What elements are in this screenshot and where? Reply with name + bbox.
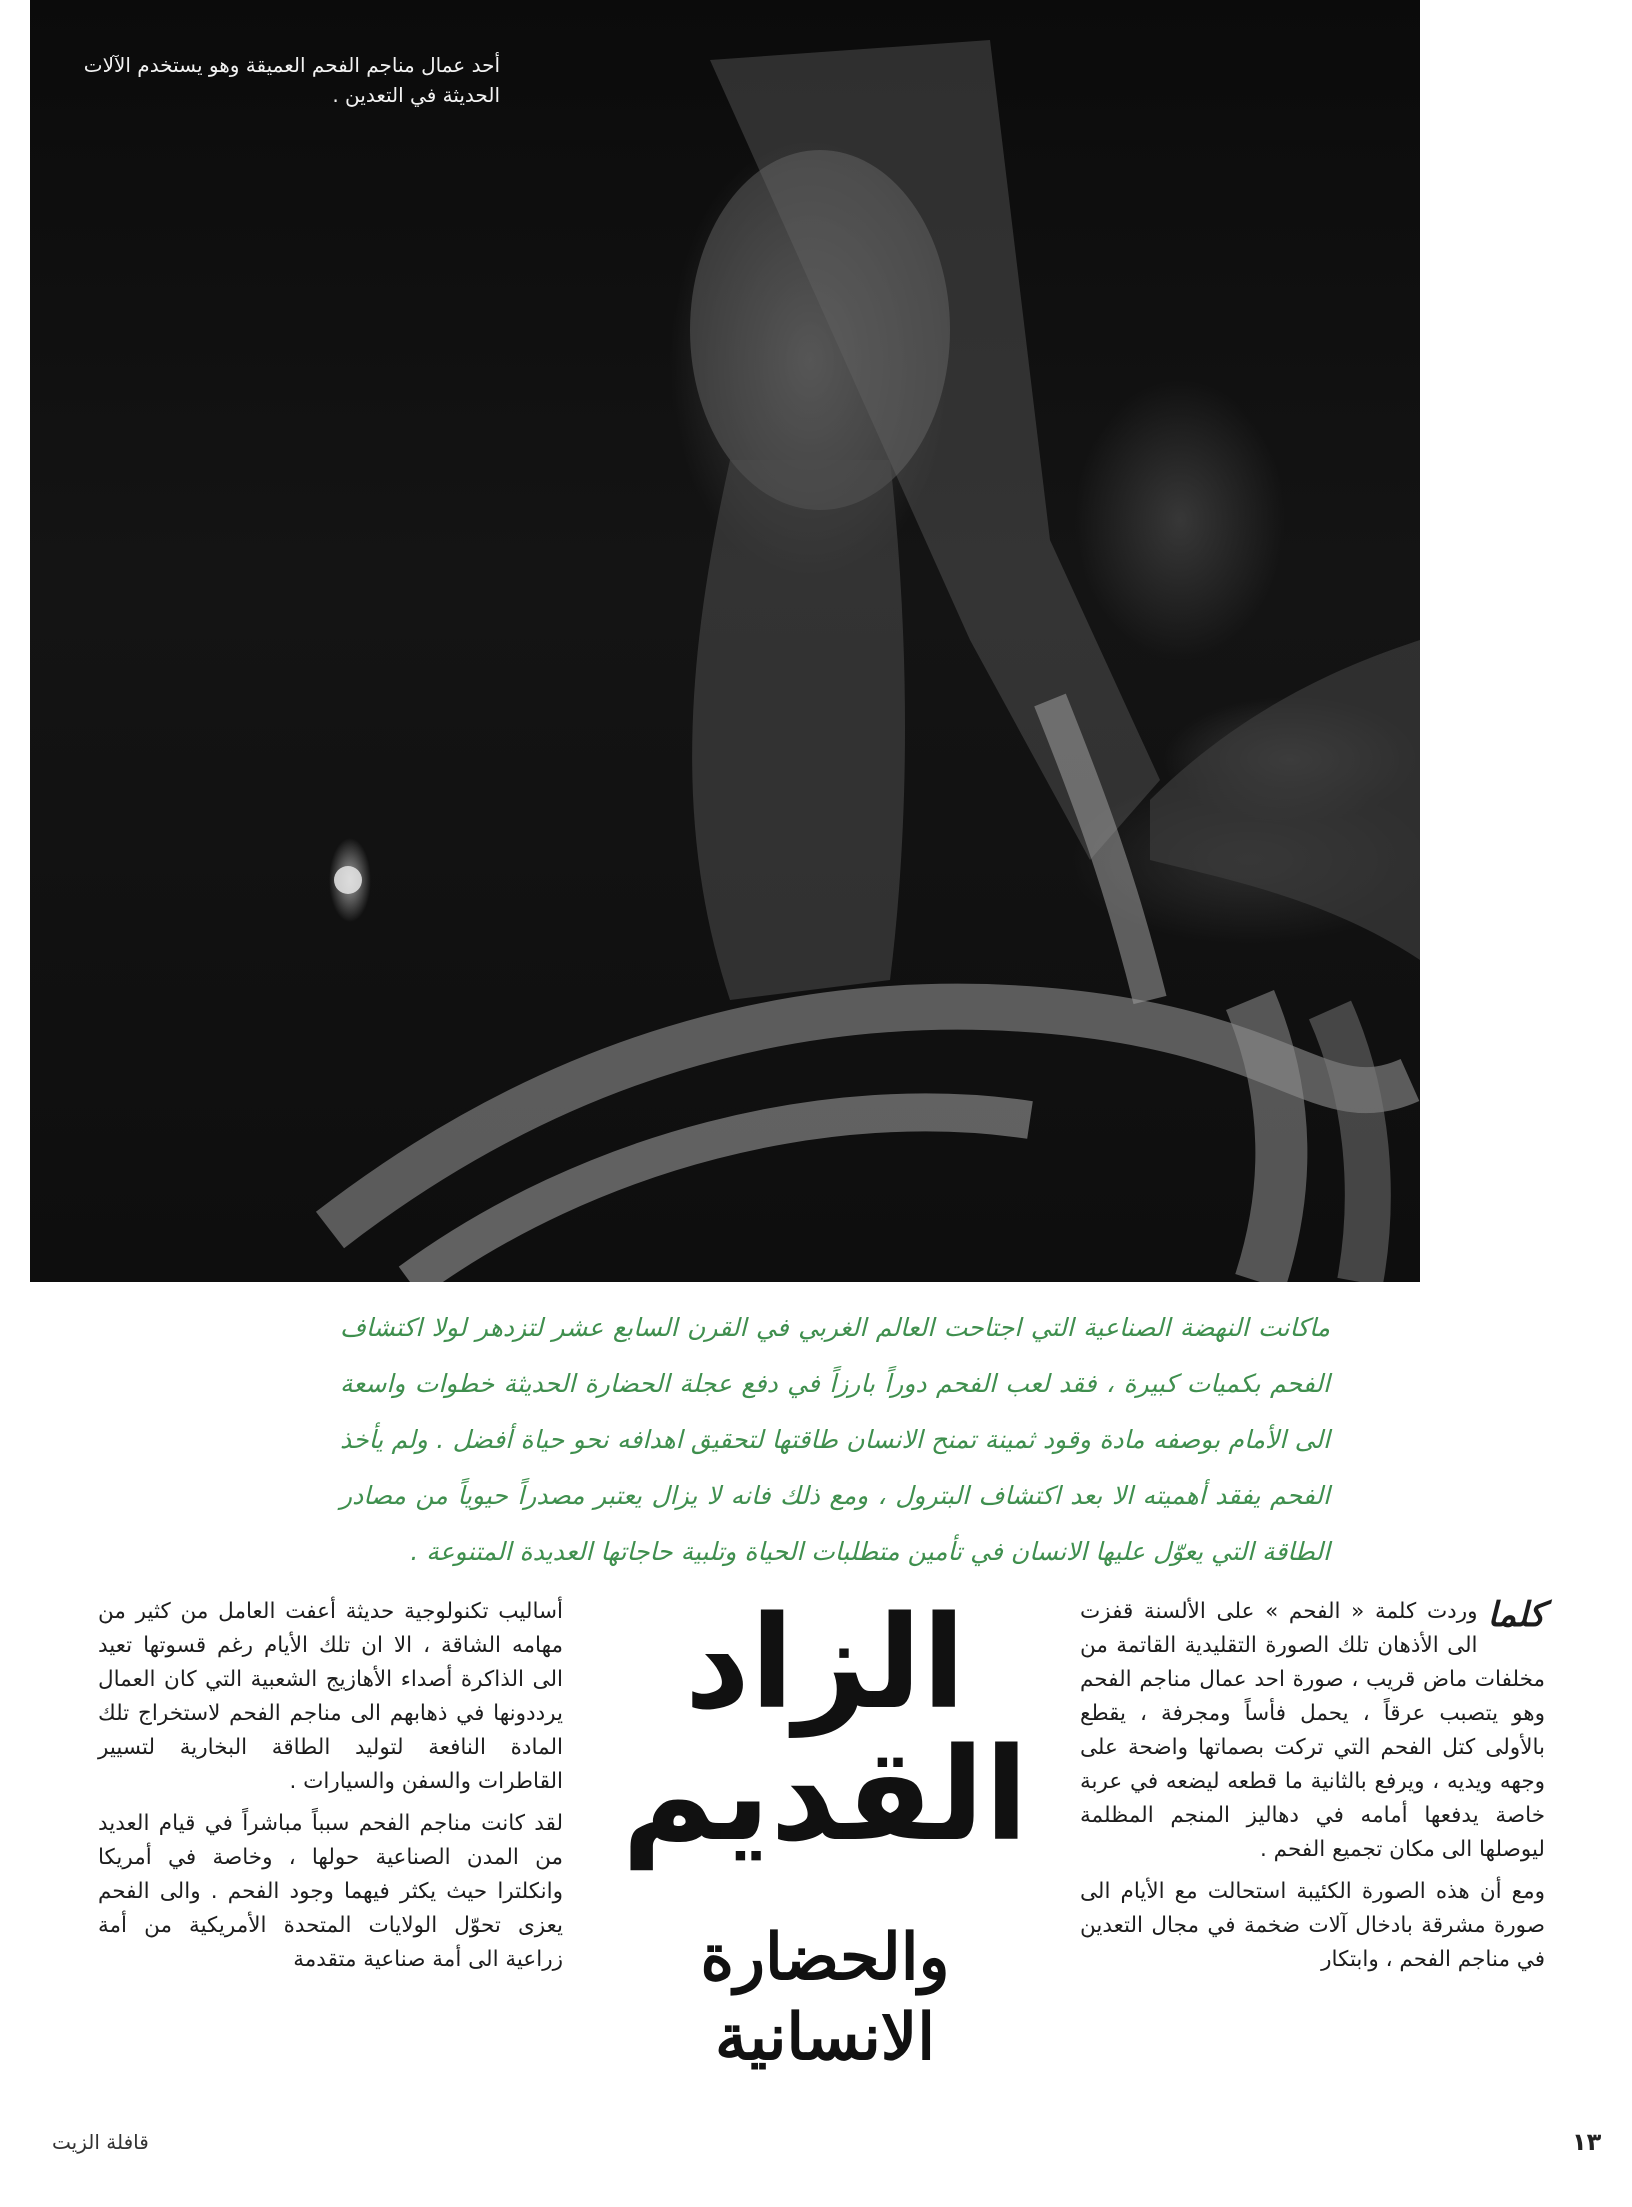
- magazine-name: قافلة الزيت: [52, 2130, 149, 2154]
- article-paragraph: لقد كانت مناجم الفحم سبباً مباشراً في قيام العديد من المدن الصناعية حولها ، وخاصة في أمريكا وانكلترا حيث يكثر فيهما وجود الفحم . والى الفحم يعزى تحوّل الولايات المتحدة الأمريكية من أمة زراعية الى أمة صناعية متقدمة: [98, 1811, 563, 1972]
- article-paragraph: أساليب تكنولوجية حديثة أعفت العامل من كثير من مهامه الشاقة ، الا ان تلك الأيام رغم قسوتها تعيد الى الذاكرة أصداء الأهازيج الشعبية التي كان العمال يرددونها في ذهابهم الى مناجم الفحم لاستخراج تلك المادة النافعة لتوليد الطاقة البخارية لتسيير القاطرات والسفن والسيارات .: [98, 1599, 563, 1794]
- drop-cap-word: كلما: [1487, 1595, 1545, 1635]
- coal-miner-photo: [30, 0, 1420, 1282]
- title-main: الزاد القديم: [621, 1589, 1029, 1870]
- article-column-right: [1080, 1595, 1545, 1985]
- photo-artwork: [30, 0, 1420, 1282]
- article-paragraph: ومع أن هذه الصورة الكئيبة استحالت مع الأيام الى صورة مشرقة بادخال آلات ضخمة في مجال التعدين في مناجم الفحم ، وابتكار: [1080, 1879, 1545, 1972]
- title-subtitle: والحضارة الانسانية: [700, 1920, 950, 2075]
- intro-paragraph: ماكانت النهضة الصناعية التي اجتاحت العالم الغربي في القرن السابع عشر لتزدهر لولا اكتشاف الفحم بكميات كبيرة ، فقد لعب الفحم دوراً بارزاً في دفع عجلة الحضارة الحديثة خطوات واسعة الى الأمام بوصفه مادة وقود ثمينة تمنح الانسان طاقتها لتحقيق اهدافه نحو حياة أفضل . ولم يأخذ الفحم يفقد أهميته الا بعد اكتشاف البترول ، ومع ذلك فانه لا يزال يعتبر مصدراً حيوياً من مصادر الطاقة التي يعوّل عليها الانسان في تأمين متطلبات الحياة وتلبية حاجاتها العديدة المتنوعة .: [340, 1313, 1330, 1566]
- page-number: ١٣: [1572, 2128, 1602, 2156]
- article-paragraph: وردت كلمة « الفحم » على الألسنة قفزت الى الأذهان تلك الصورة التقليدية القاتمة من مخلفات ماض قريب ، صورة احد عمال مناجم الفحم وهو يتصبب عرقاً ، يحمل فأساً ومجرفة ، يقطع بالأولى كتل الفحم التي تركت بصماتها واضحة على وجهه ويديه ، ويرفع بالثانية ما قطعه ليضعه في عربة خاصة يدفعها أمامه في دهاليز المنجم المظلمة ليوصلها الى مكان تجميع الفحم .: [1080, 1599, 1545, 1862]
- photo-caption: أحد عمال مناجم الفحم العميقة وهو يستخدم الآلات الحديثة في التعدين .: [83, 53, 500, 107]
- article-title: [590, 1589, 1060, 2075]
- article-column-left: [98, 1595, 563, 1985]
